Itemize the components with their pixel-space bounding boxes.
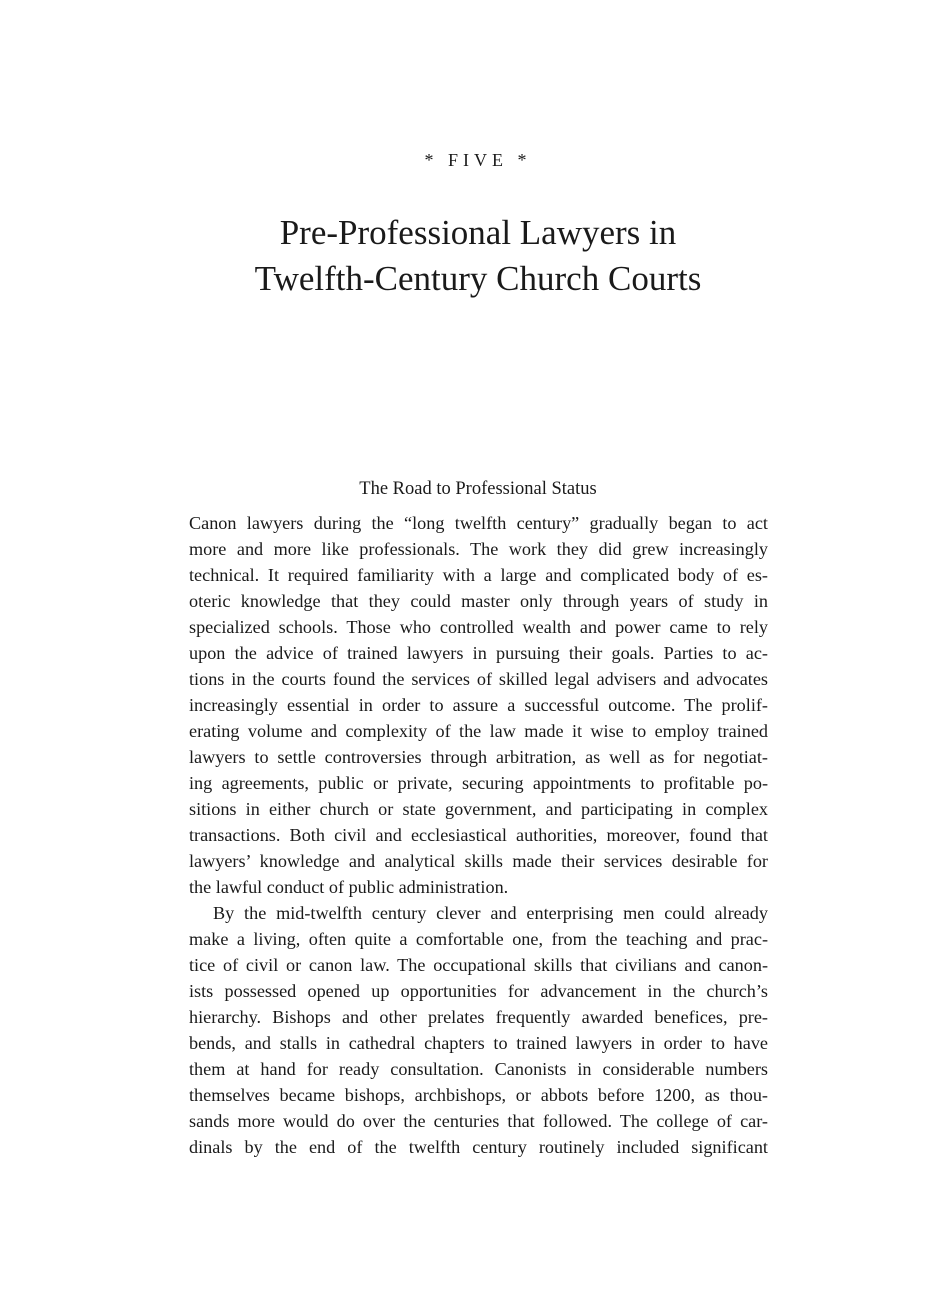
text-line: lawyers to settle controversies through arbitration, as well as for negotiat-: [189, 747, 768, 767]
text-line: tice of civil or canon law. The occupational skills that civilians and canon-: [189, 955, 768, 975]
text-line: transactions. Both civil and ecclesiastical authorities, moreover, found that: [189, 825, 768, 845]
text-line: the lawful conduct of public administration.: [189, 877, 509, 897]
text-line: bends, and stalls in cathedral chapters to trained lawyers in order to have: [189, 1033, 768, 1053]
text-line: specialized schools. Those who controlled wealth and power came to rely: [189, 617, 768, 637]
text-line: lawyers’ knowledge and analytical skills made their services desirable for: [189, 851, 768, 871]
text-line: technical. It required familiarity with a large and complicated body of es-: [189, 565, 768, 585]
text-line: By the mid-twelfth century clever and enterprising men could already: [213, 903, 768, 923]
chapter-title-line: Pre-Professional Lawyers in: [279, 213, 677, 252]
text-line: oteric knowledge that they could master only through years of study in: [189, 591, 768, 611]
text-line: erating volume and complexity of the law made it wise to employ trained: [189, 721, 768, 741]
chapter-number: * FIVE *: [424, 150, 532, 170]
section-heading: The Road to Professional Status: [359, 479, 597, 499]
text-line: upon the advice of trained lawyers in pursuing their goals. Parties to ac-: [189, 643, 768, 663]
chapter-title: [0, 210, 926, 302]
text-line: them at hand for ready consultation. Canonists in considerable numbers: [189, 1059, 768, 1079]
text-line: sands more would do over the centuries that followed. The college of car-: [189, 1111, 768, 1131]
text-line: ing agreements, public or private, securing appointments to profitable po-: [189, 773, 768, 793]
text-line: dinals by the end of the twelfth century routinely included significant: [189, 1137, 768, 1157]
text-line: sitions in either church or state government, and participating in complex: [189, 799, 768, 819]
text-line: increasingly essential in order to assure a successful outcome. The prolif-: [189, 695, 768, 715]
text-line: themselves became bishops, archbishops, or abbots before 1200, as thou-: [189, 1085, 768, 1105]
text-line: make a living, often quite a comfortable one, from the teaching and prac-: [189, 929, 768, 949]
text-line: Canon lawyers during the “long twelfth century” gradually began to act: [189, 513, 768, 533]
chapter-title-line: Twelfth-Century Church Courts: [254, 259, 702, 298]
text-line: ists possessed opened up opportunities for advancement in the church’s: [189, 981, 768, 1001]
text-line: tions in the courts found the services of skilled legal advisers and advocates: [189, 669, 768, 689]
body-text: [189, 510, 768, 1160]
text-line: more and more like professionals. The work they did grew increasingly: [189, 539, 768, 559]
text-line: hierarchy. Bishops and other prelates frequently awarded benefices, pre-: [189, 1007, 768, 1027]
